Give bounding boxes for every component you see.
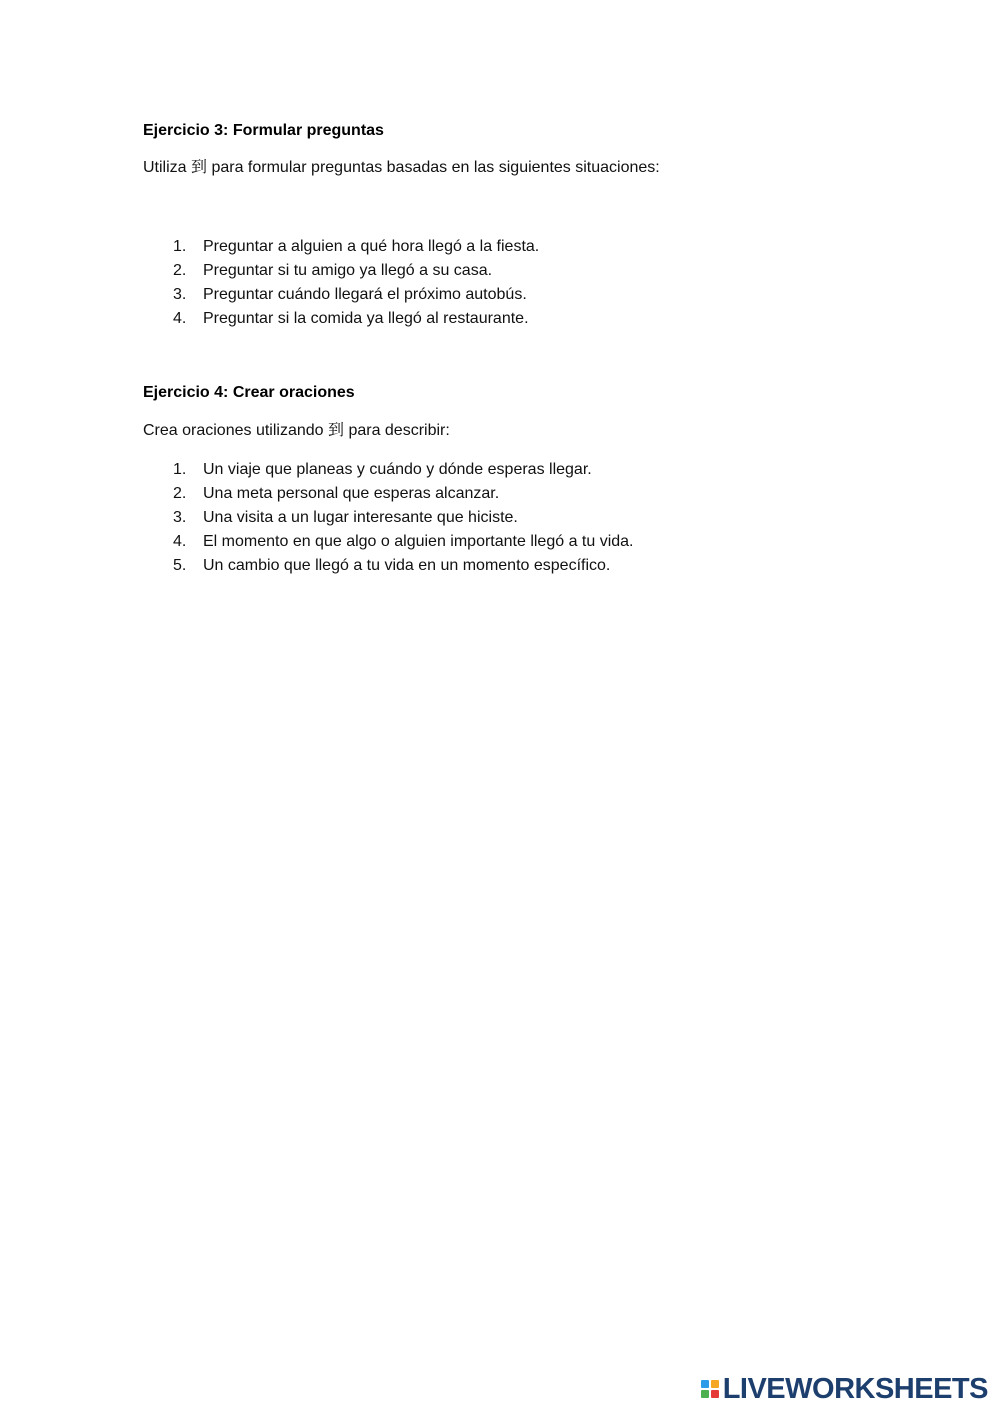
exercise-3-list [143,235,863,331]
exercise-3-section [143,119,863,331]
list-item-number: 2. [173,485,187,502]
list-item-text: Una visita a un lugar interesante que hiciste. [203,509,518,526]
list-item [143,554,863,578]
list-item [143,307,863,331]
list-item [143,530,863,554]
list-item-text: Un cambio que llegó a tu vida en un momento específico. [203,557,611,574]
list-item-text: El momento en que algo o alguien importante llegó a tu vida. [203,533,634,550]
list-item-text: Una meta personal que esperas alcanzar. [203,485,500,502]
logo-square-orange [711,1380,719,1388]
list-item-text: Preguntar a alguien a qué hora llegó a la fiesta. [203,238,540,255]
list-item-number: 5. [173,557,187,574]
exercise-4-section [143,381,863,578]
logo-square-green [701,1390,709,1398]
list-item-number: 1. [173,238,187,255]
list-item-number: 4. [173,533,187,550]
list-item [143,235,863,259]
exercise-4-list [143,458,863,578]
liveworksheets-logo [701,1374,988,1404]
list-item [143,283,863,307]
list-item-text: Preguntar si tu amigo ya llegó a su casa. [203,262,493,279]
list-item [143,458,863,482]
list-item-number: 1. [173,461,187,478]
list-item-number: 3. [173,286,187,303]
list-item-number: 3. [173,509,187,526]
logo-square-blue [701,1380,709,1388]
list-item [143,259,863,283]
list-item-text: Preguntar cuándo llegará el próximo autobús. [203,286,527,303]
list-item [143,482,863,506]
list-item-number: 4. [173,310,187,327]
exercise-4-title: Ejercicio 4: Crear oraciones [143,384,355,401]
list-item-text: Un viaje que planeas y cuándo y dónde esperas llegar. [203,461,592,478]
logo-square-red [711,1390,719,1398]
list-item [143,506,863,530]
list-item-number: 2. [173,262,187,279]
liveworksheets-logo-icon [701,1380,719,1398]
liveworksheets-logo-text: LIVEWORKSHEETS [722,1373,988,1405]
exercise-4-instruction: Crea oraciones utilizando 到 para describir: [143,422,450,439]
exercise-3-instruction: Utiliza 到 para formular preguntas basadas en las siguientes situaciones: [143,159,660,176]
list-item-text: Preguntar si la comida ya llegó al restaurante. [203,310,529,327]
exercise-3-title: Ejercicio 3: Formular preguntas [143,122,384,139]
